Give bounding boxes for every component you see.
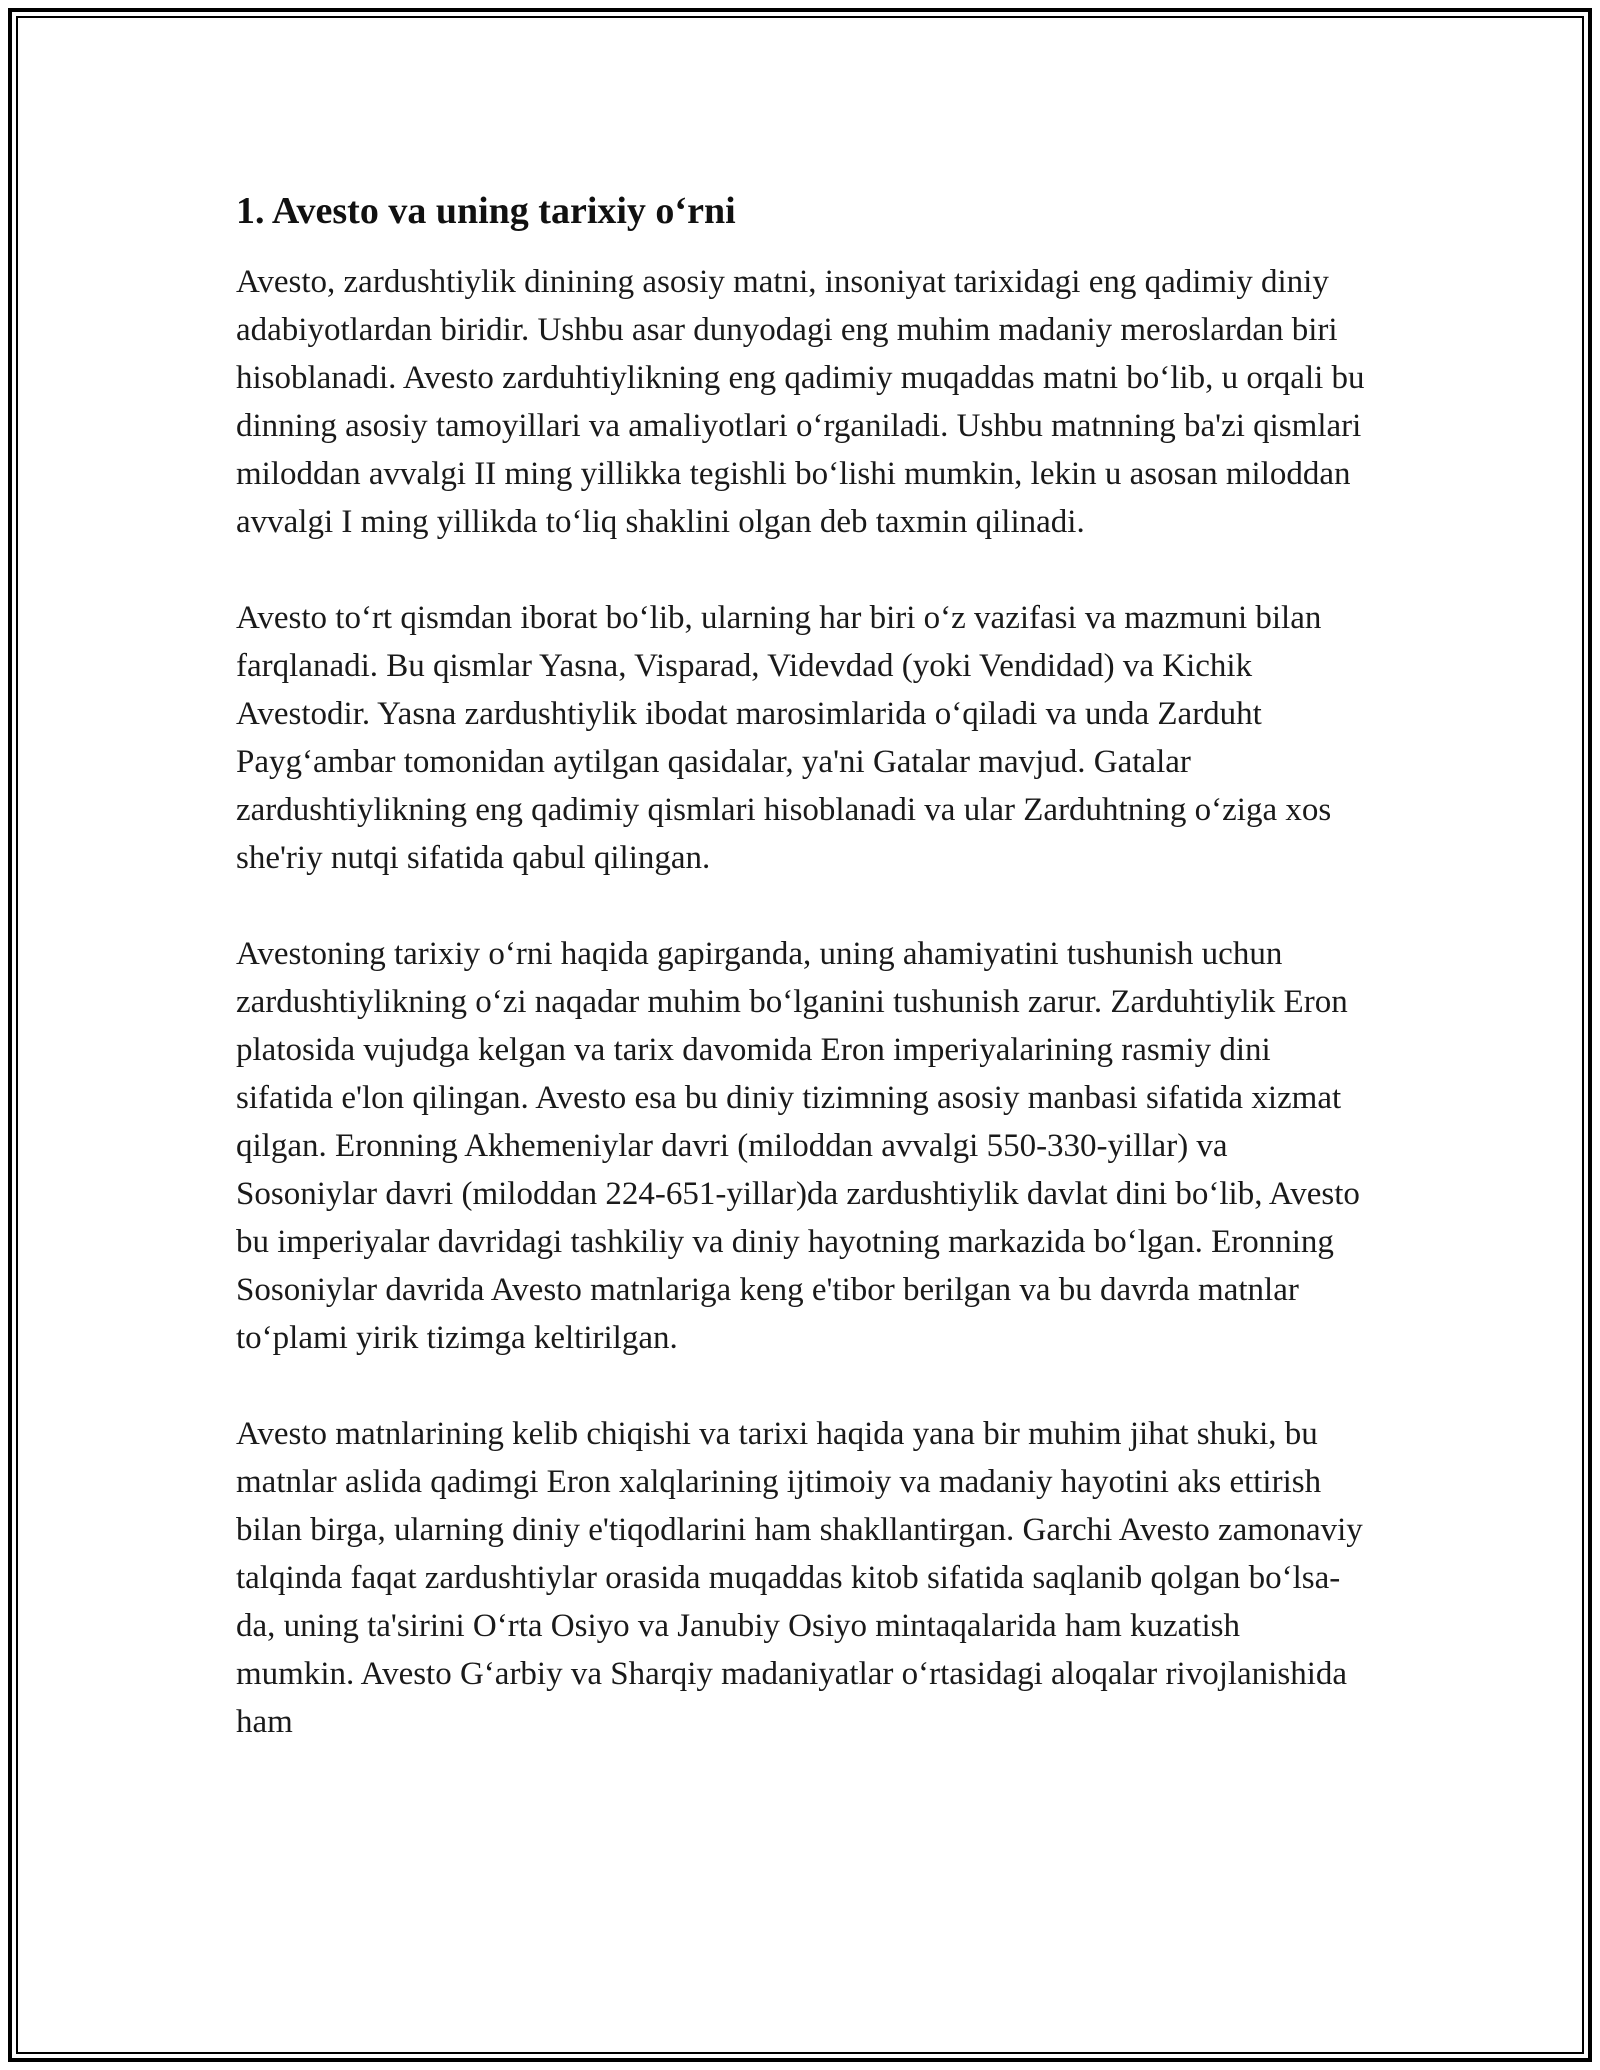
paragraph-4: Avesto matnlarining kelib chiqishi va tarixi haqida yana bir muhim jihat shuki, bu matnlar aslida qadimgi Eron xalqlarining ijtimoiy va madaniy hayotini aks ettirish bilan birga, ularning diniy e'tiqodlarini ham shakllantirgan. Garchi Avesto zamonaviy talqinda faqat zardushtiylar orasida muqaddas kitob sifatida saqlanib qolgan bo‘lsa-da, uning ta'sirini O‘rta Osiyo va Janubiy Osiyo mintaqalarida ham kuzatish mumkin. Avesto G‘arbiy va Sharqiy madaniyatlar o‘rtasidagi aloqalar rivojlanishida ham (236, 1416, 1363, 1740)
section-heading: 1. Avesto va uning tarixiy o‘rni (236, 190, 736, 232)
paragraph-1: Avesto, zardushtiylik dinining asosiy matni, insoniyat tarixidagi eng qadimiy diniy adabiyotlardan biridir. Ushbu asar dunyodagi eng muhim madaniy meroslardan biri hisoblanadi. Avesto zarduhtiylikning eng qadimiy muqaddas matni bo‘lib, u orqali bu dinning asosiy tamoyillari va amaliyotlari o‘rganiladi. Ushbu matnning ba'zi qismlari miloddan avvalgi II ming yillikka tegishli bo‘lishi mumkin, lekin u asosan miloddan avvalgi I ming yillikda to‘liq shaklini olgan deb taxmin qilinadi. (236, 264, 1365, 540)
paragraph-3: Avestoning tarixiy o‘rni haqida gapirganda, uning ahamiyatini tushunish uchun zardushtiylikning o‘zi naqadar muhim bo‘lganini tushunish zarur. Zarduhtiylik Eron platosida vujudga kelgan va tarix davomida Eron imperiyalarining rasmiy dini sifatida e'lon qilingan. Avesto esa bu diniy tizimning asosiy manbasi sifatida xizmat qilgan. Eronning Akhemeniylar davri (miloddan avvalgi 550-330-yillar) va Sosoniylar davri (miloddan 224-651-yillar)da zardushtiylik davlat dini bo‘lib, Avesto bu imperiyalar davridagi tashkiliy va diniy hayotning markazida bo‘lgan. Eronning Sosoniylar davrida Avesto matnlariga keng e'tibor berilgan va bu davrda matnlar to‘plami yirik tizimga keltirilgan. (236, 936, 1360, 1356)
paragraph-2: Avesto to‘rt qismdan iborat bo‘lib, ularning har biri o‘z vazifasi va mazmuni bilan farqlanadi. Bu qismlar Yasna, Visparad, Videvdad (yoki Vendidad) va Kichik Avestodir. Yasna zardushtiylik ibodat marosimlarida o‘qiladi va unda Zarduht Payg‘ambar tomonidan aytilgan qasidalar, ya'ni Gatalar mavjud. Gatalar zardushtiylikning eng qadimiy qismlari hisoblanadi va ular Zarduhtning o‘ziga xos she'riy nutqi sifatida qabul qilingan. (236, 600, 1332, 876)
document-body (236, 186, 1366, 1794)
